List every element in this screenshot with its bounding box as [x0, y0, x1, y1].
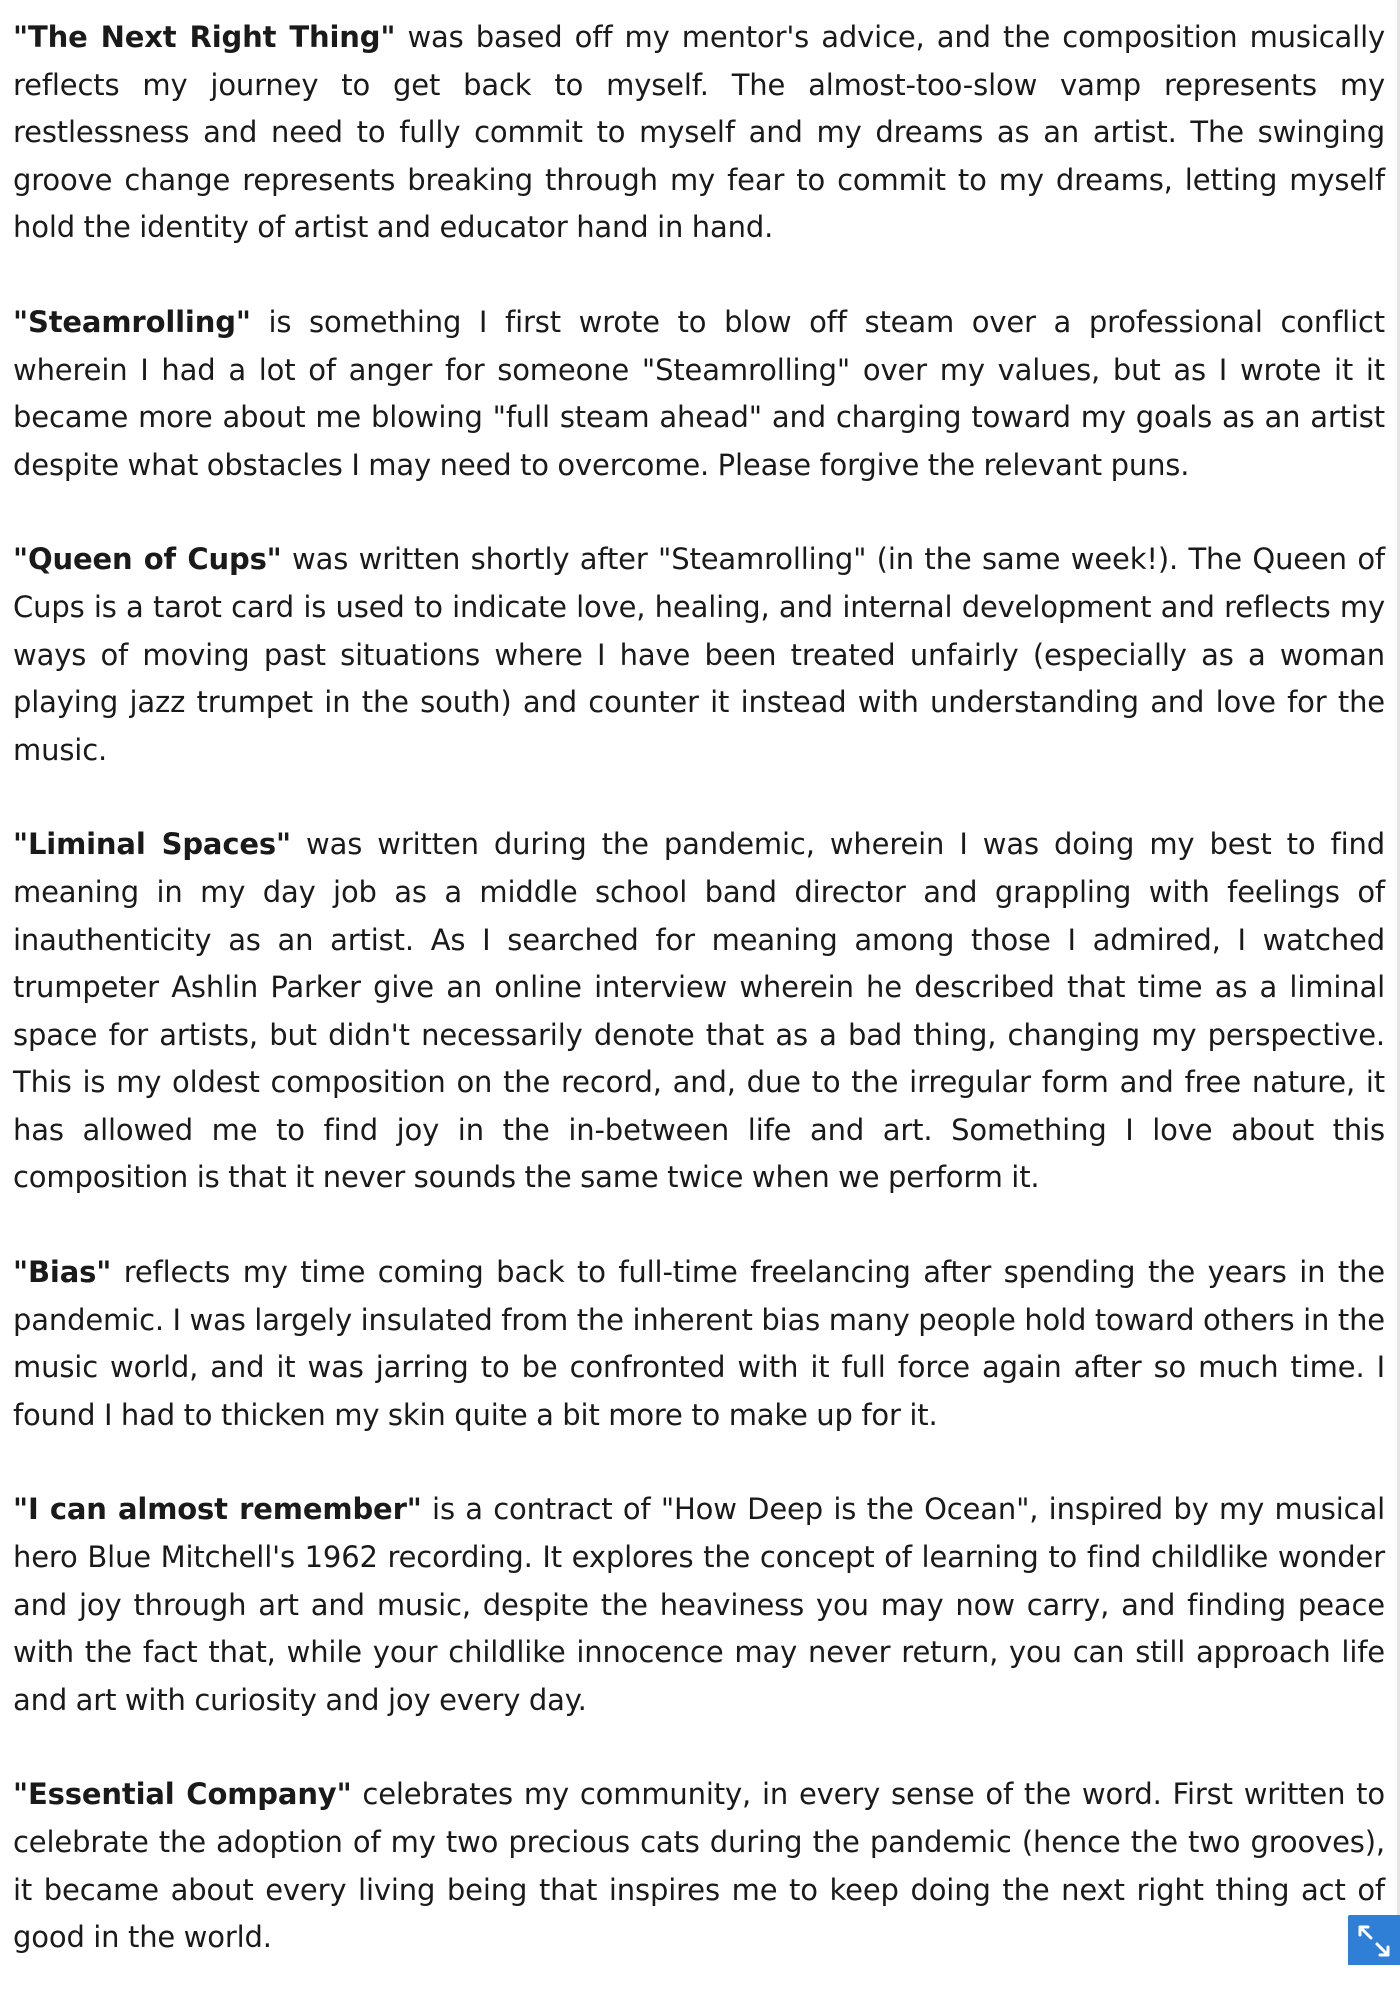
paragraph-queen-of-cups: [13, 536, 1385, 774]
track-description: reflects my time coming back to full-time freelancing after spending the years in the pandemic. I was largely insulated from the inherent bias many people hold toward others in the music world, and it was jarring to be confronted with it full force again after so much time. I found I had to thicken my skin quite a bit more to make up for it.: [13, 1255, 1385, 1432]
track-title: "Essential Company": [13, 1777, 352, 1812]
track-description: is a contract of "How Deep is the Ocean", inspired by my musical hero Blue Mitchell's 1962 recording. It explores the concept of learning to find childlike wonder and joy through art and music, despite the heaviness you may now carry, and finding peace with the fact that, while your childlike innocence may never return, you can still approach life and art with curiosity and joy every day.: [13, 1492, 1385, 1717]
paragraph-the-next-right-thing: [13, 14, 1385, 252]
track-title: "I can almost remember": [13, 1492, 422, 1527]
paragraph-i-can-almost-remember: [13, 1486, 1385, 1724]
liner-notes: [13, 14, 1385, 2009]
track-description: is something I first wrote to blow off steam over a professional conflict wherein I had a lot of anger for someone "Steamrolling" over my values, but as I wrote it it became more about me blowing "full steam ahead" and charging toward my goals as an artist despite what obstacles I may need to overcome. Please forgive the relevant puns.: [13, 304, 1385, 482]
track-description: was written shortly after "Steamrolling" (in the same week!). The Queen of Cups is a tarot card is used to indicate love, healing, and internal development and reflects my ways of moving past situations where I have been treated unfairly (especially as a woman playing jazz trumpet in the south) and counter it instead with understanding and love for the music.: [13, 542, 1385, 767]
track-title: "Bias": [13, 1255, 112, 1290]
track-title: "Queen of Cups": [13, 542, 282, 577]
track-description: celebrates my community, in every sense of the word. First written to celebrate the adoption of my two precious cats during the pandemic (hence the two grooves), it became about every living being that inspires me to keep doing the next right thing act of good in the world.: [13, 1777, 1385, 1955]
track-description: was based off my mentor's advice, and the composition musically reflects my journey to get back to myself. The almost-too-slow vamp represents my restlessness and need to fully commit to myself and my dreams as an artist. The swinging groove change represents breaking through my fear to commit to my dreams, letting myself hold the identity of artist and educator hand in hand.: [13, 20, 1386, 245]
expand-button[interactable]: [1348, 1915, 1400, 1965]
track-title: "The Next Right Thing": [13, 20, 396, 54]
paragraph-liminal-spaces: [13, 821, 1385, 1202]
track-description: was written during the pandemic, wherein I was doing my best to find meaning in my day job as a middle school band director and grappling with feelings of inauthenticity as an artist. As I searched for meaning among those I admired, I watched trumpeter Ashlin Parker give an online interview wherein he described that time as a liminal space for artists, but didn't necessarily denote that as a bad thing, changing my perspective. This is my oldest composition on the record, and, due to the irregular form and free nature, it has allowed me to find joy in the in-between life and art. Something I love about this composition is that it never sounds the same twice when we perform it.: [13, 827, 1386, 1195]
track-title: "Liminal Spaces": [13, 827, 291, 862]
track-title: "Steamrolling": [13, 304, 251, 339]
paragraph-bias: [13, 1249, 1385, 1439]
paragraph-steamrolling: [13, 299, 1385, 489]
paragraph-essential-company: [13, 1771, 1385, 1961]
expand-arrows-icon: [1356, 1923, 1392, 1959]
